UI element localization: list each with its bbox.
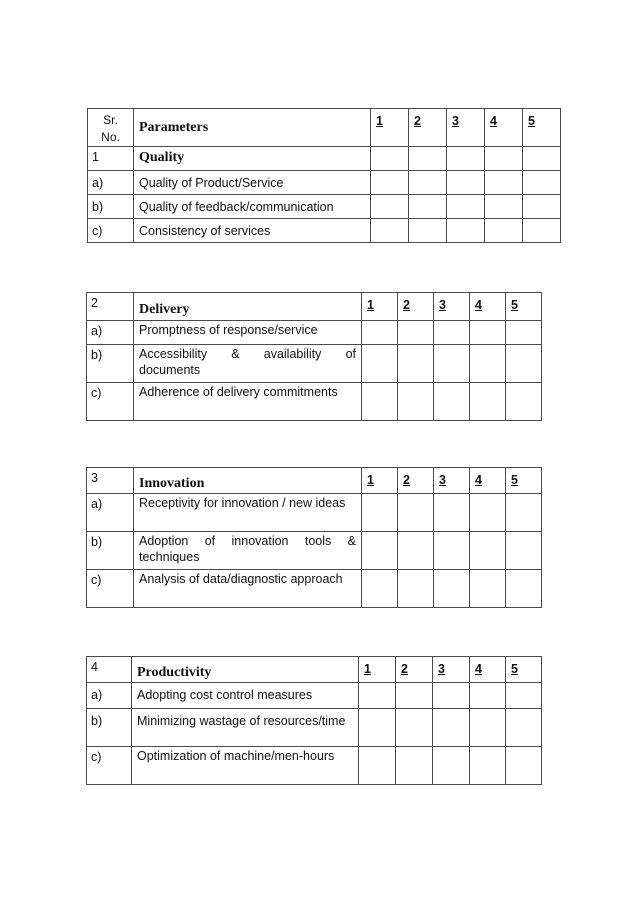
rating-cell[interactable] (434, 532, 470, 570)
rating-2-header: 2 (409, 109, 447, 147)
rating-cell[interactable] (470, 383, 506, 421)
rating-cell[interactable] (433, 709, 470, 747)
rating-cell[interactable] (470, 709, 506, 747)
item-label: c) (87, 383, 134, 421)
rating-cell[interactable] (506, 383, 542, 421)
section-title-row (87, 293, 542, 321)
rating-cell[interactable] (396, 683, 433, 709)
rating-4-header: 4 (470, 293, 506, 321)
rating-cell[interactable] (398, 321, 434, 345)
rating-cell[interactable] (506, 709, 542, 747)
table-row (88, 219, 561, 243)
item-label: b) (87, 345, 134, 383)
rating-cell[interactable] (506, 345, 542, 383)
parameters-header: Parameters (134, 109, 371, 147)
item-text: Minimizing wastage of resources/time (132, 709, 359, 747)
rating-cell[interactable] (371, 219, 409, 243)
table-row (87, 383, 542, 421)
item-text: Promptness of response/service (134, 321, 362, 345)
rating-cell[interactable] (523, 195, 561, 219)
item-text: Adopting cost control measures (132, 683, 359, 709)
section-title-row (87, 657, 542, 683)
rating-2-header: 2 (398, 468, 434, 494)
rating-cell[interactable] (485, 219, 523, 243)
rating-cell[interactable] (433, 747, 470, 785)
table-row (87, 747, 542, 785)
rating-cell[interactable] (359, 709, 396, 747)
rating-cell[interactable] (371, 195, 409, 219)
table-row (88, 171, 561, 195)
rating-cell[interactable] (371, 147, 409, 171)
section-title: Innovation (134, 468, 362, 494)
rating-1-header: 1 (371, 109, 409, 147)
rating-cell[interactable] (434, 494, 470, 532)
table-row (87, 709, 542, 747)
rating-cell[interactable] (398, 345, 434, 383)
rating-3-header: 3 (434, 293, 470, 321)
item-label: a) (87, 321, 134, 345)
item-label: a) (87, 494, 134, 532)
rating-cell[interactable] (362, 321, 398, 345)
rating-cell[interactable] (409, 195, 447, 219)
section-title-row (88, 147, 561, 171)
rating-cell[interactable] (359, 747, 396, 785)
productivity-table (86, 656, 542, 785)
rating-cell[interactable] (506, 494, 542, 532)
item-text: Analysis of data/diagnostic approach (134, 570, 362, 608)
rating-cell[interactable] (396, 747, 433, 785)
table-row (87, 570, 542, 608)
rating-cell[interactable] (398, 570, 434, 608)
item-label: c) (87, 570, 134, 608)
rating-cell[interactable] (371, 171, 409, 195)
item-text: Quality of Product/Service (134, 171, 371, 195)
item-label: a) (87, 683, 132, 709)
rating-cell[interactable] (362, 345, 398, 383)
rating-cell[interactable] (506, 683, 542, 709)
table-row (87, 345, 542, 383)
rating-cell[interactable] (447, 147, 485, 171)
rating-cell[interactable] (506, 321, 542, 345)
innovation-table (86, 467, 542, 608)
rating-5-header: 5 (506, 468, 542, 494)
item-label: a) (88, 171, 134, 195)
table-row (87, 683, 542, 709)
item-text: Accessibility & availability of documents (134, 345, 362, 383)
rating-cell[interactable] (362, 494, 398, 532)
item-label: b) (88, 195, 134, 219)
section-number: 2 (87, 293, 134, 321)
rating-cell[interactable] (409, 219, 447, 243)
rating-2-header: 2 (398, 293, 434, 321)
section-title: Delivery (134, 293, 362, 321)
section-title: Productivity (132, 657, 359, 683)
sr-no-header: Sr. No. (88, 109, 134, 147)
rating-cell[interactable] (485, 171, 523, 195)
item-text: Consistency of services (134, 219, 371, 243)
rating-5-header: 5 (523, 109, 561, 147)
table-header-row (88, 109, 561, 147)
quality-table (87, 108, 561, 243)
rating-cell[interactable] (434, 570, 470, 608)
rating-5-header: 5 (506, 657, 542, 683)
item-label: b) (87, 532, 134, 570)
rating-4-header: 4 (470, 468, 506, 494)
item-text: Receptivity for innovation / new ideas (134, 494, 362, 532)
rating-cell[interactable] (398, 494, 434, 532)
rating-2-header: 2 (396, 657, 433, 683)
rating-cell[interactable] (359, 683, 396, 709)
section-title: Quality (134, 147, 371, 171)
rating-cell[interactable] (470, 683, 506, 709)
rating-4-header: 4 (470, 657, 506, 683)
item-text: Adherence of delivery commitments (134, 383, 362, 421)
rating-cell[interactable] (398, 532, 434, 570)
rating-cell[interactable] (523, 219, 561, 243)
rating-cell[interactable] (433, 683, 470, 709)
item-label: c) (88, 219, 134, 243)
section-number: 1 (88, 147, 134, 171)
rating-cell[interactable] (523, 147, 561, 171)
section-title-row (87, 468, 542, 494)
rating-cell[interactable] (470, 532, 506, 570)
rating-cell[interactable] (485, 147, 523, 171)
rating-cell[interactable] (434, 345, 470, 383)
rating-cell[interactable] (396, 709, 433, 747)
rating-cell[interactable] (434, 321, 470, 345)
rating-cell[interactable] (434, 383, 470, 421)
rating-cell[interactable] (470, 345, 506, 383)
rating-cell[interactable] (362, 532, 398, 570)
rating-cell[interactable] (506, 747, 542, 785)
rating-1-header: 1 (359, 657, 396, 683)
rating-cell[interactable] (398, 383, 434, 421)
rating-3-header: 3 (447, 109, 485, 147)
rating-cell[interactable] (447, 219, 485, 243)
rating-cell[interactable] (470, 321, 506, 345)
rating-cell[interactable] (409, 147, 447, 171)
rating-3-header: 3 (434, 468, 470, 494)
item-label: b) (87, 709, 132, 747)
rating-cell[interactable] (447, 171, 485, 195)
table-row (87, 494, 542, 532)
section-number: 3 (87, 468, 134, 494)
rating-1-header: 1 (362, 293, 398, 321)
rating-cell[interactable] (470, 570, 506, 608)
rating-cell[interactable] (470, 494, 506, 532)
item-text: Adoption of innovation tools & techniques (134, 532, 362, 570)
rating-3-header: 3 (433, 657, 470, 683)
item-text: Quality of feedback/communication (134, 195, 371, 219)
rating-1-header: 1 (362, 468, 398, 494)
rating-cell[interactable] (470, 747, 506, 785)
rating-cell[interactable] (485, 195, 523, 219)
rating-cell[interactable] (506, 532, 542, 570)
item-label: c) (87, 747, 132, 785)
table-row (87, 532, 542, 570)
rating-5-header: 5 (506, 293, 542, 321)
table-row (88, 195, 561, 219)
delivery-table (86, 292, 542, 421)
section-number: 4 (87, 657, 132, 683)
item-text: Optimization of machine/men-hours (132, 747, 359, 785)
rating-cell[interactable] (362, 570, 398, 608)
table-row (87, 321, 542, 345)
rating-cell[interactable] (523, 171, 561, 195)
rating-4-header: 4 (485, 109, 523, 147)
rating-cell[interactable] (362, 383, 398, 421)
rating-cell[interactable] (506, 570, 542, 608)
rating-cell[interactable] (409, 171, 447, 195)
rating-cell[interactable] (447, 195, 485, 219)
